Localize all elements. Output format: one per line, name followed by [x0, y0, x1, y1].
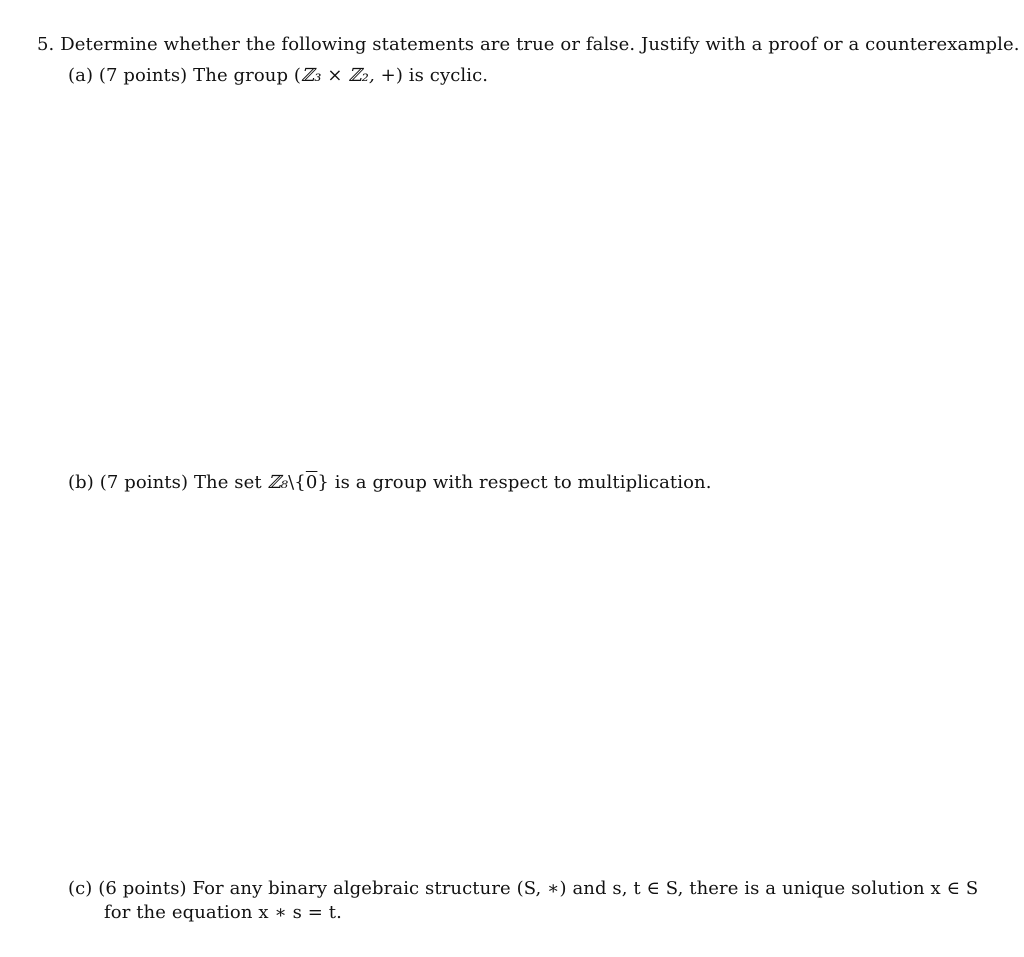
question-prompt: Determine whether the following statements are true or false. Justify with a proof or a counterexample.: [60, 34, 1020, 55]
part-b: [68, 471, 712, 495]
part-b-points: (7 points): [99, 472, 189, 493]
part-a-label: (a): [68, 65, 94, 86]
question-number: 5.: [37, 34, 55, 55]
part-a: [68, 64, 488, 88]
part-c-points: (6 points): [98, 878, 187, 899]
part-b-text-after: } is a group with respect to multiplication.: [317, 472, 712, 493]
part-c-text-2: for the equation x ∗ s = t.: [104, 902, 342, 923]
part-b-text-before: The set: [193, 472, 268, 493]
part-b-zero-class: 0: [305, 472, 318, 493]
part-c-line-1: [68, 877, 978, 901]
part-a-text-after: ) is cyclic.: [395, 65, 489, 86]
part-a-points: (7 points): [98, 65, 188, 86]
part-c-text-1: For any binary algebraic structure (S, ∗) and s, t ∈ S, there is a unique solution x ∈ S: [192, 878, 979, 899]
part-b-minus: \{: [288, 472, 306, 493]
part-b-label: (b): [68, 472, 94, 493]
question-5-header: [37, 33, 1020, 57]
part-a-math: ℤ₃ × ℤ₂, +: [301, 65, 396, 86]
part-c-line-2: [104, 901, 342, 925]
part-b-set: ℤ₈: [267, 472, 289, 493]
part-c-label: (c): [68, 878, 93, 899]
part-a-text-before: The group (: [193, 65, 302, 86]
